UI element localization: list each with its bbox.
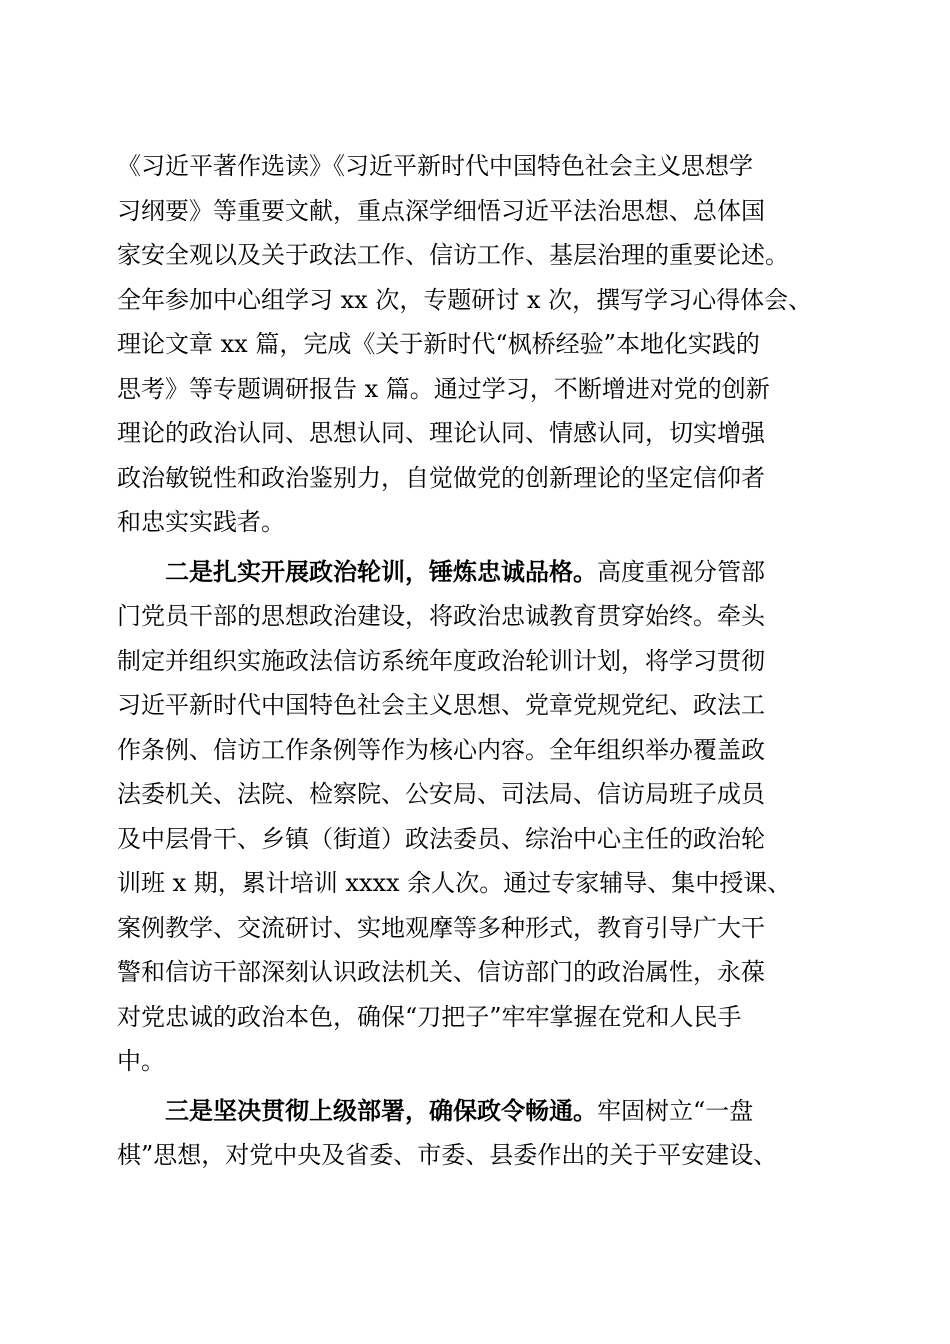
paragraph1-line-6: 思考》等专题调研报告 x 篇。通过学习，不断增进对党的创新 bbox=[117, 374, 770, 403]
paragraph2-first-line-rest: 高度重视分管部 bbox=[597, 557, 765, 586]
paragraph1-line-8: 政治敏锐性和政治鉴别力，自觉做党的创新理论的坚定信仰者 bbox=[117, 463, 765, 492]
paragraph2-line-7: 及中层骨干、乡镇（街道）政法委员、综治中心主任的政治轮 bbox=[117, 824, 765, 853]
paragraph2-line-5: 作条例、信访工作条例等作为核心内容。全年组织举办覆盖政 bbox=[117, 735, 765, 764]
paragraph3-first-line-rest: 牢固树立“一盘 bbox=[597, 1096, 754, 1125]
paragraph2-line-10: 警和信访干部深刻认识政法机关、信访部门的政治属性，永葆 bbox=[117, 958, 765, 986]
paragraph2-line-9: 案例教学、交流研讨、实地观摩等多种形式，教育引导广大干 bbox=[117, 913, 765, 942]
paragraph1-line-3: 家安全观以及关于政法工作、信访工作、基层治理的重要论述。 bbox=[117, 241, 789, 269]
paragraph3-first-line bbox=[117, 1089, 837, 1134]
paragraph1-line-1: 《习近平著作选读》《习近平新时代中国特色社会主义思想学 bbox=[117, 152, 753, 180]
paragraph2-heading: 二是扎实开展政治轮训，锤炼忠诚品格。 bbox=[165, 556, 597, 586]
paragraph2-line-6: 法委机关、法院、检察院、公安局、司法局、信访局班子成员 bbox=[117, 780, 765, 808]
paragraph1-line-5: 理论文章 xx 篇，完成《关于新时代“枫桥经验”本地化实践的 bbox=[117, 330, 760, 358]
paragraph3-line-2: 棋”思想，对党中央及省委、市委、县委作出的关于平安建设、 bbox=[117, 1141, 778, 1169]
paragraph1-line-9: 和忠实实践者。 bbox=[117, 508, 285, 536]
paragraph1-line-2: 习纲要》等重要文献，重点深学细悟习近平法治思想、总体国 bbox=[117, 196, 765, 225]
paragraph1-line-7: 理论的政治认同、思想认同、理论认同、情感认同，切实增强 bbox=[117, 419, 765, 447]
paragraph2-first-line bbox=[117, 550, 837, 595]
paragraph2-line-2: 门党员干部的思想政治建设，将政治忠诚教育贯穿始终。牵头 bbox=[117, 602, 765, 630]
paragraph2-line-3: 制定并组织实施政法信访系统年度政治轮训计划，将学习贯彻 bbox=[117, 646, 765, 675]
paragraph2-line-4: 习近平新时代中国特色社会主义思想、党章党规党纪、政法工 bbox=[117, 691, 765, 719]
document-body bbox=[117, 144, 837, 1178]
paragraph2-line-8: 训班 x 期，累计培训 xxxx 余人次。通过专家辅导、集中授课、 bbox=[117, 869, 792, 897]
paragraph1-line-4: 全年参加中心组学习 xx 次，专题研讨 x 次，撰写学习心得体会、 bbox=[117, 285, 813, 314]
paragraph2-line-12: 中。 bbox=[117, 1047, 165, 1075]
paragraph3-heading: 三是坚决贯彻上级部署，确保政令畅通。 bbox=[165, 1095, 597, 1125]
paragraph2-line-11: 对党忠诚的政治本色，确保“刀把子”牢牢掌握在党和人民手 bbox=[117, 1002, 742, 1031]
